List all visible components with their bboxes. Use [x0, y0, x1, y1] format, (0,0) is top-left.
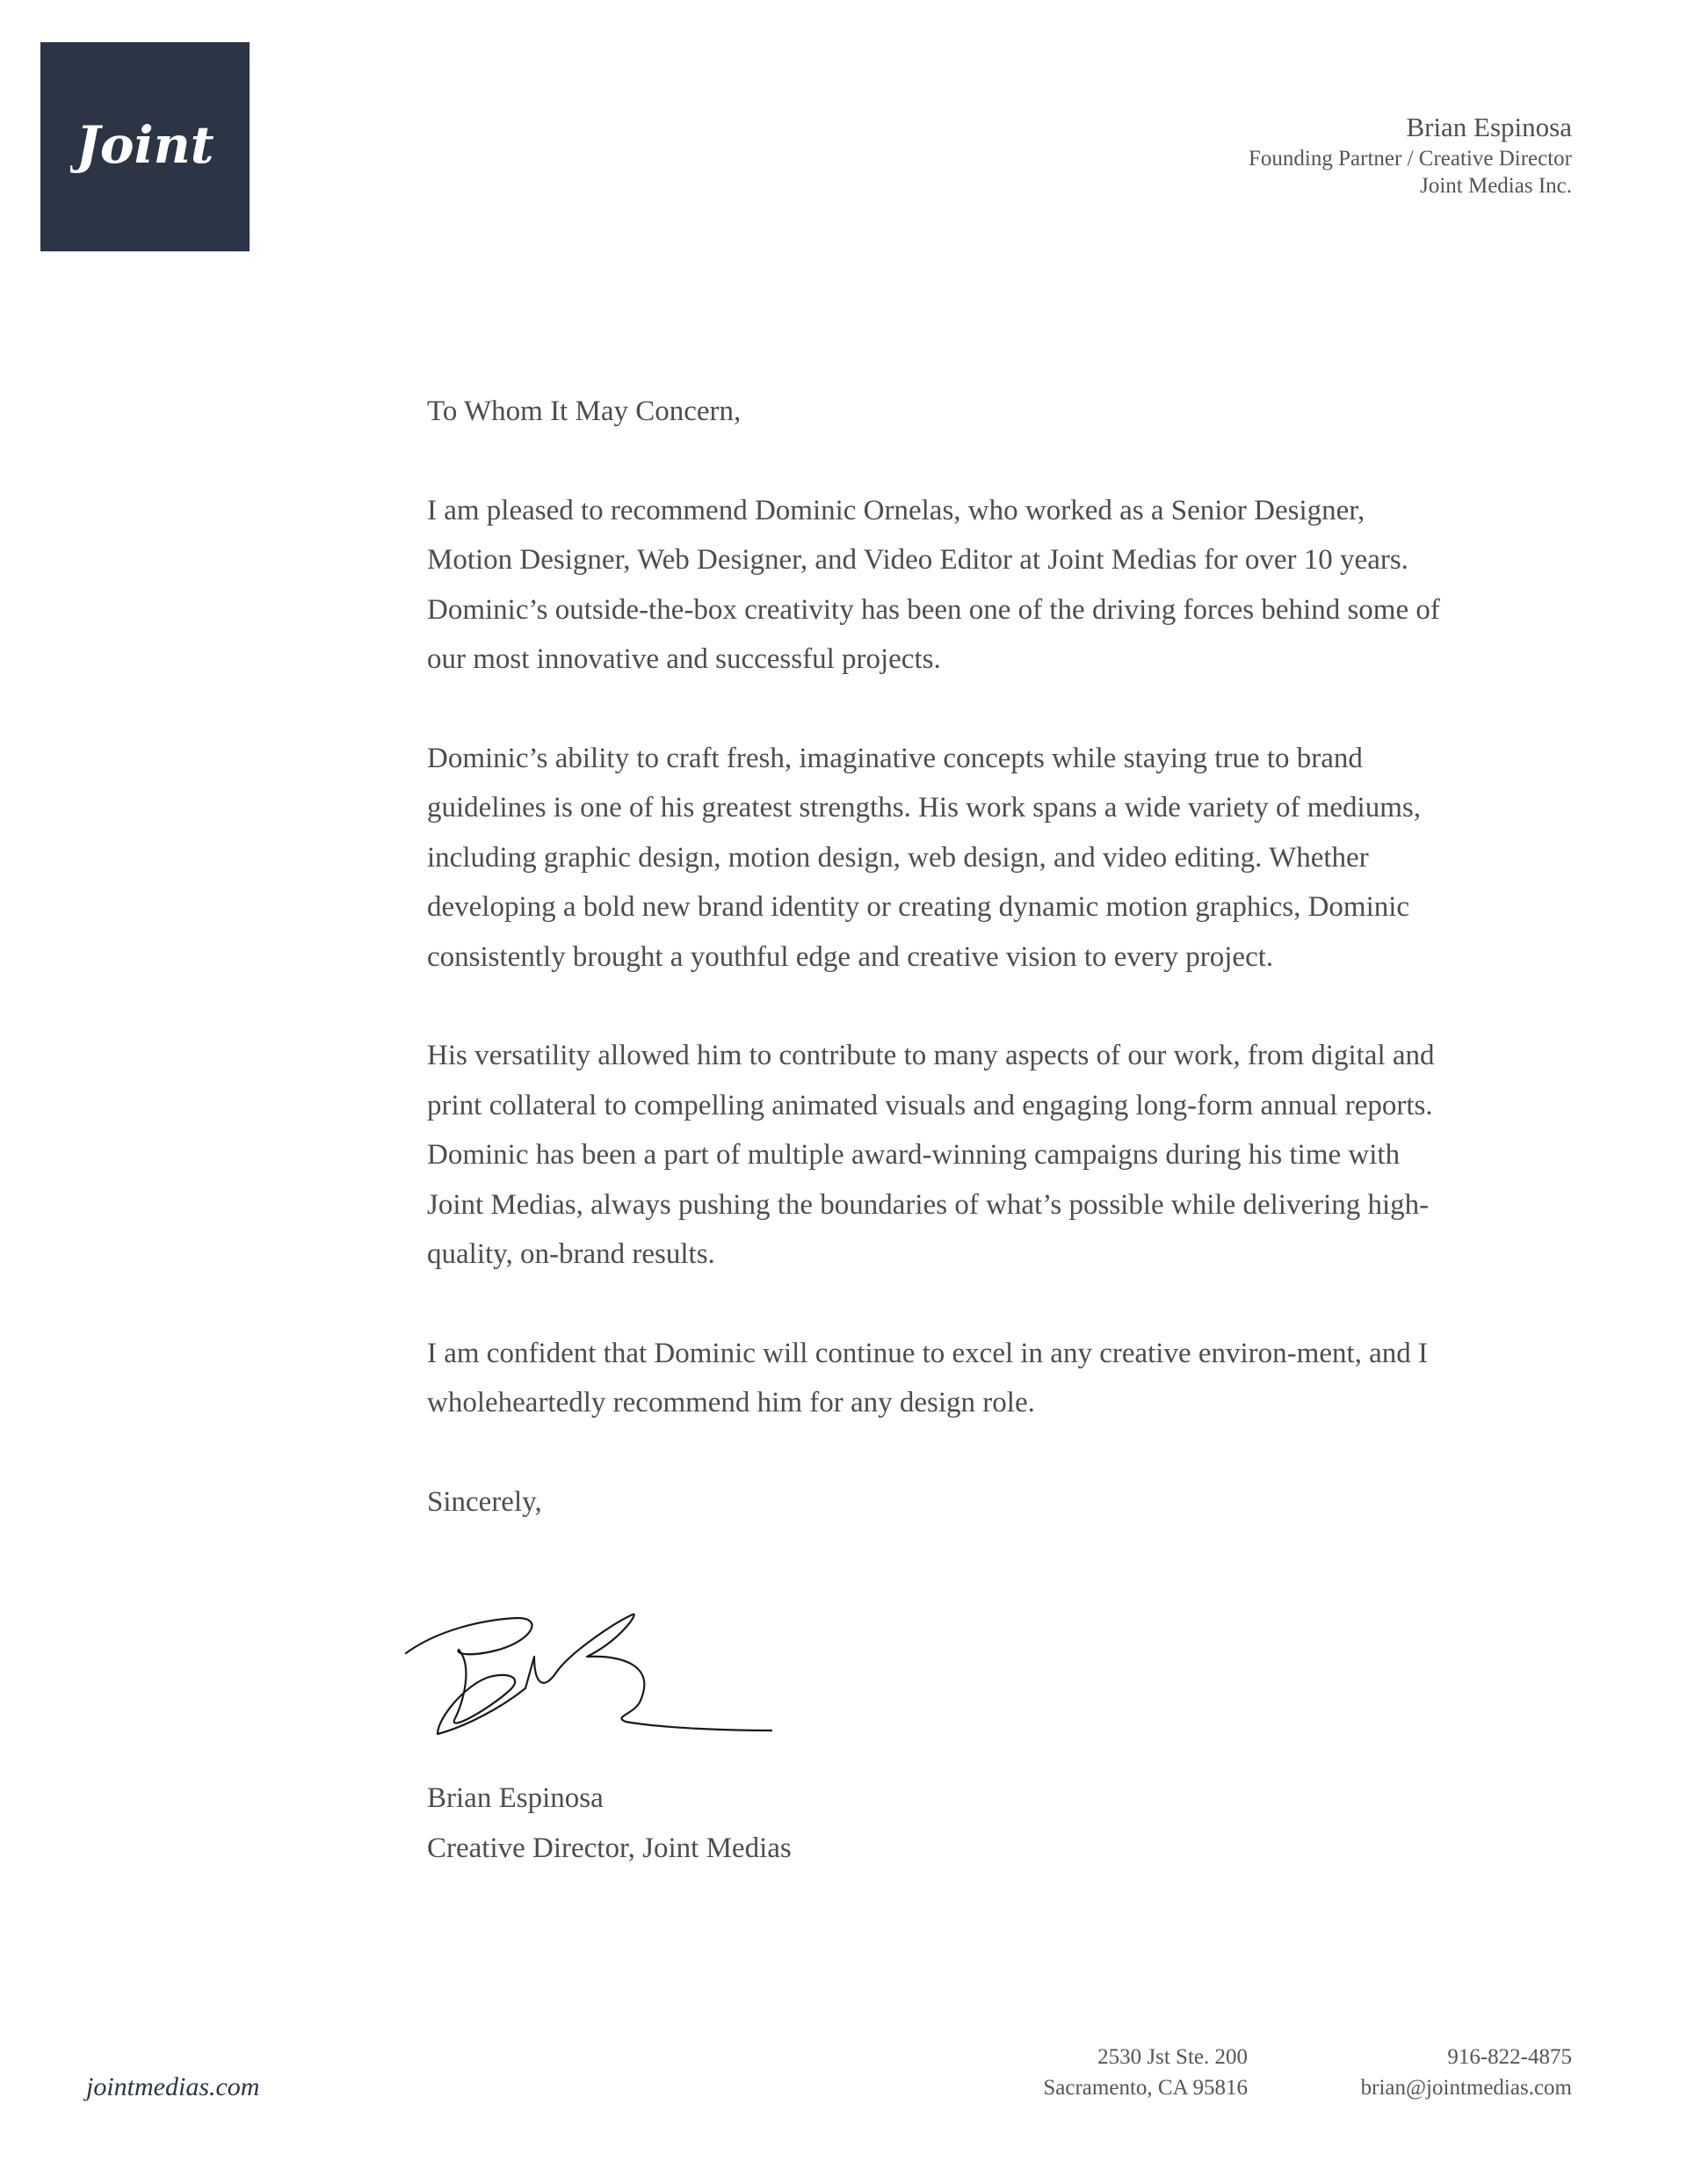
footer-address: [1043, 2042, 1248, 2103]
signer-name: Brian Espinosa: [427, 1782, 604, 1814]
signer-block: [427, 1774, 792, 1873]
paragraph-2: Dominic’s ability to craft fresh, imaginative concepts while staying true to brand guidelines is one of his greatest strengths. His work spans a wide variety of mediums, including graphic design, motion design, web design, and video editing. Whether developing a bold new brand identity or creating dynamic motion graphics, Dominic consistently brought a youthful edge and creative vision to every project.: [427, 742, 1421, 973]
paragraph-4: I am confident that Dominic will continue to excel in any creative environ-ment, and I wholeheartedly recommend him for any design role.: [427, 1337, 1429, 1419]
salutation: To Whom It May Concern,: [427, 395, 742, 427]
sender-name: Brian Espinosa: [1406, 112, 1572, 142]
signer-title: Creative Director, Joint Medias: [427, 1832, 792, 1864]
footer-email: brian@jointmedias.com: [1360, 2076, 1572, 2100]
joint-logo-wordmark: [70, 112, 220, 182]
address-line-2: Sacramento, CA 95816: [1043, 2076, 1248, 2100]
sender-block: [1249, 111, 1572, 200]
letter-body: [427, 387, 1446, 1527]
closing: Sincerely,: [427, 1485, 542, 1518]
company-logo: [40, 42, 250, 251]
footer-contact: [1361, 2042, 1572, 2103]
handwritten-signature: [402, 1604, 789, 1758]
svg-text:Joint: Joint: [76, 115, 214, 175]
paragraph-1: I am pleased to recommend Dominic Ornelas, who worked as a Senior Designer, Motion Designer, Web Designer, and Video Editor at Joint Medias for over 10 years. Dominic’s outside-the-box creativity has been one of the driving forces behind some of our most innovative and successful projects.: [427, 494, 1440, 675]
footer-website: jointmedias.com: [86, 2072, 260, 2101]
footer-phone: 916-822-4875: [1447, 2045, 1572, 2069]
address-line-1: 2530 Jst Ste. 200: [1097, 2045, 1248, 2069]
sender-title: Founding Partner / Creative Director: [1249, 146, 1572, 171]
sender-company: Joint Medias Inc.: [1420, 174, 1572, 198]
paragraph-3: His versatility allowed him to contribute to many aspects of our work, from digital and print collateral to compelling animated visuals and engaging long-form annual reports. Dominic has been a part of multiple award-winning campaigns during his time with Joint Medias, always pushing the boundaries of what’s possible while delivering high-quality, on-brand results.: [427, 1040, 1435, 1270]
